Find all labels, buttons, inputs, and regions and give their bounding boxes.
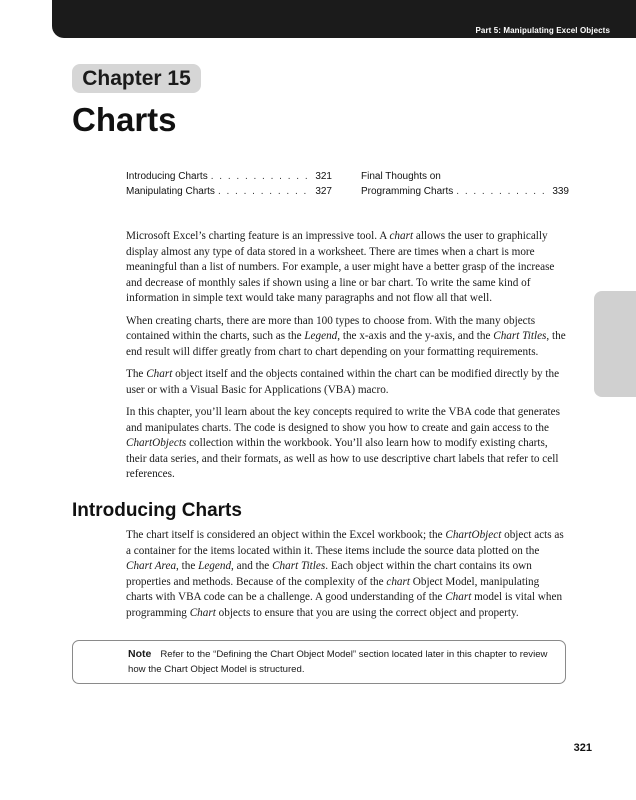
toc-entry-page: 339 bbox=[552, 186, 569, 197]
toc-entry-page: 321 bbox=[315, 171, 332, 182]
table-of-contents bbox=[126, 169, 570, 199]
toc-entry-title: Manipulating Charts bbox=[126, 186, 215, 197]
intro-paragraph-1: Microsoft Excel’s charting feature is an impressive tool. A chart allows the user to graphically display almost any type of data stored in a worksheet. There are times when a chart is more meaningful than a list of numbers. For example, a user might have a better grasp of the increase and decrease of monthly sales if shown using a line or bar chart. To write the same kind of information in simple text would take many paragraphs and not flow all that well. bbox=[126, 230, 555, 304]
toc-entry[interactable] bbox=[126, 184, 332, 199]
toc-entry[interactable] bbox=[126, 169, 332, 184]
intro-paragraph-4: In this chapter, you’ll learn about the key concepts required to write the VBA code that generates and manipulates charts. The code is designed to show you how to create and gain access to the ChartObjects collection within the workbook. You’ll also learn how to modify existing charts, their data series, and their formats, as well as how to use descriptive chart labels that refer to cell references. bbox=[126, 406, 560, 480]
note-box bbox=[72, 640, 566, 684]
chapter-thumb-tab bbox=[594, 291, 636, 397]
intro-paragraph-2: When creating charts, there are more than 100 types to choose from. With the many objects contained within the charts, such as the Legend, the x-axis and the y-axis, and the Chart Titles, the end result will differ greatly from chart to chart depending on your formatting requirements. bbox=[126, 314, 566, 358]
toc-leader-dots bbox=[456, 184, 549, 199]
toc-leader-dots bbox=[211, 169, 313, 184]
toc-entry-title: Programming Charts bbox=[361, 186, 454, 197]
note-text bbox=[128, 647, 558, 677]
note-body: Refer to the “Defining the Chart Object Model” section located later in this chapter to review how the Chart Object Model is structured. bbox=[128, 649, 548, 675]
chapter-label: Chapter 15 bbox=[72, 64, 201, 93]
toc-leader-dots bbox=[218, 184, 312, 199]
toc-entry-title-line1[interactable] bbox=[361, 169, 569, 184]
note-label: Note bbox=[128, 648, 152, 660]
toc-entry-title: Introducing Charts bbox=[126, 171, 208, 182]
toc-entry-title: Final Thoughts on bbox=[361, 171, 441, 182]
intro-paragraph-3: The Chart object itself and the objects contained within the chart can be modified directly by the user or with a Visual Basic for Applications (VBA) macro. bbox=[126, 368, 560, 396]
section-heading: Introducing Charts bbox=[72, 500, 242, 521]
toc-entry[interactable] bbox=[361, 184, 569, 199]
part-title: Part 5: Manipulating Excel Objects bbox=[475, 26, 610, 35]
section-paragraph-1: The chart itself is considered an object within the Excel workbook; the ChartObject object acts as a container for the items located within it. These items include the source data plotted on the Chart Area, the Legend, and the Chart Titles. Each object within the chart contains its own properties and methods. Because of the complexity of the chart Object Model, manipulating charts with VBA code can be a challenge. A good understanding of the Chart model is vital when programming Chart objects to ensure that you are using the correct object and property. bbox=[126, 529, 564, 619]
page-number: 321 bbox=[573, 742, 592, 754]
chapter-title: Charts bbox=[72, 101, 177, 138]
toc-entry-page: 327 bbox=[315, 186, 332, 197]
section-body bbox=[126, 528, 567, 628]
toc-column-right bbox=[361, 169, 569, 199]
intro-body bbox=[126, 229, 567, 490]
toc-column-left bbox=[126, 169, 332, 199]
